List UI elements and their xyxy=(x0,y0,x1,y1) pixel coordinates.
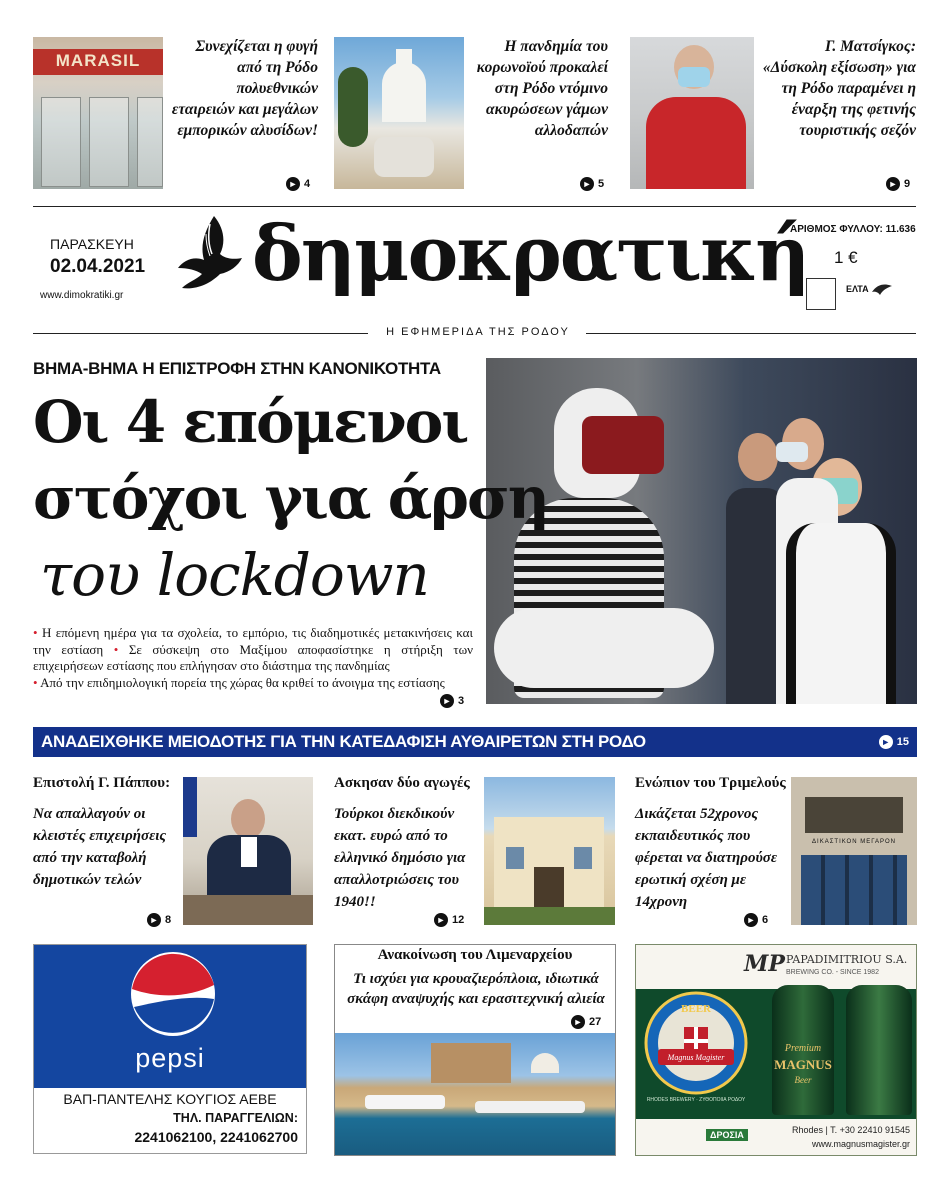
beer-contact: Rhodes | T. +30 22410 91545 xyxy=(791,1125,910,1135)
arrow-icon: ► xyxy=(571,1015,585,1029)
arrow-icon: ► xyxy=(440,694,454,708)
ad-magnus-magister[interactable] xyxy=(635,944,917,1156)
elta-mark: ΕΛΤΑ xyxy=(846,282,893,296)
badge-beer: BEER xyxy=(681,1003,711,1015)
beer-site[interactable]: www.magnusmagister.gr xyxy=(811,1139,910,1149)
story-2-pageref[interactable]: ► 12 xyxy=(434,913,464,927)
drosia-logo: ΔΡΟΣΙΑ xyxy=(706,1129,748,1141)
brewery-name: PAPADIMITRIOU S.A. xyxy=(786,953,908,966)
teaser-1-pageref[interactable]: ► 4 xyxy=(286,177,310,191)
teaser-photo-matsigkos xyxy=(630,37,754,189)
arrow-icon: ► xyxy=(434,913,448,927)
teaser-photo-marasil xyxy=(33,37,163,189)
harbor-photo xyxy=(335,1033,615,1155)
story-1-head: Επιστολή Γ. Πάππου: xyxy=(33,775,171,791)
price: 1 € xyxy=(834,248,858,267)
teaser-3-text[interactable]: Γ. Ματσίγκος: «Δύσκολη εξίσωση» για τη Ρόδο παραμένει η έναρξη της φετινής τουριστικής σεζόν xyxy=(762,38,916,139)
courthouse-sign: ΔΙΚΑΣΤΙΚΟΝ ΜΕΓΑΡΟΝ xyxy=(812,839,896,845)
harbor-head: Ανακοίνωση του Λιμεναρχείου xyxy=(377,947,573,963)
masthead-website[interactable]: www.dimokratiki.gr xyxy=(40,290,124,301)
masthead-subtitle: Η ΕΦΗΜΕΡΙΔΑ ΤΗΣ ΡΟΔΟΥ xyxy=(386,326,570,338)
bottle-label-magnus: MAGNUS xyxy=(774,1057,832,1072)
lead-photo xyxy=(486,358,917,704)
beer-bottle-1 xyxy=(772,985,834,1115)
pepsi-wordmark: pepsi xyxy=(135,1043,205,1073)
harbor-pageref[interactable]: ► 27 xyxy=(571,1015,601,1029)
issue-number: ΑΡΙΘΜΟΣ ΦΥΛΛΟΥ: 11.636 xyxy=(790,224,916,235)
elta-bird-icon xyxy=(871,282,893,296)
mp-monogram: MP xyxy=(744,951,785,977)
newspaper-title: δημοκρατική xyxy=(252,209,809,298)
story-2-head: Ασκησαν δύο αγωγές xyxy=(334,775,470,791)
lead-pageref[interactable]: ► 3 xyxy=(440,694,464,708)
bottle-label-premium: Premium xyxy=(784,1043,822,1054)
lead-headline-line-2[interactable]: στόχοι για άρση xyxy=(33,464,548,532)
pepsi-distributor: ΒΑΠ-ΠΑΝΤΕΛΗΣ ΚΟΥΓΙΟΣ ΑΕΒΕ xyxy=(63,1091,277,1107)
teaser-1-text[interactable]: Συνεχίζεται η φυγή από τη Ρόδο πολυεθνικών εταιρειών και μεγάλων εμπορικών αλυσίδων! xyxy=(171,38,318,139)
arrow-icon: ► xyxy=(886,177,900,191)
lead-bullets: • Η επόμενη ημέρα για τα σχολεία, το εμπόριο, τις διαδημοτικές μετακινήσεις και την εστίαση • Σε σύσκεψη στο Μαξίμου αποφασίστηκε η στήριξη των επιχειρήσεων εστίασης που επλήγησαν στο διάστημα της πανδημίας • Από την επιδημιολογική πορεία της χώρας θα κριθεί το άνοιγμα της εστίασης xyxy=(33,625,473,690)
postage-box xyxy=(806,278,836,310)
bottle-label-beer: Beer xyxy=(794,1075,812,1085)
teaser-3-pageref[interactable]: ► 9 xyxy=(886,177,910,191)
story-3-head: Ενώπιον του Τριμελούς xyxy=(635,775,786,791)
ad-pepsi[interactable] xyxy=(33,944,307,1154)
banner-pageref: ► 15 xyxy=(879,735,909,749)
beer-bottle-2 xyxy=(846,985,912,1115)
badge-name: Magnus Magister xyxy=(667,1053,725,1062)
lead-bullet-3: Από την επιδημιολογική πορεία της χώρας θα κριθεί το άνοιγμα της εστίασης xyxy=(40,674,445,690)
storefront-sign: MARASIL xyxy=(55,51,141,70)
badge-brewery: RHODES BREWERY · ΖΥΘΟΠΟΙΙΑ ΡΟΔΟΥ xyxy=(646,1097,746,1103)
banner-text: ΑΝΑΔΕΙΧΘΗΚΕ ΜΕΙΟΔΟΤΗΣ ΓΙΑ ΤΗΝ ΚΑΤΕΔΑΦΙΣΗ ΑΥΘΑΙΡΕΤΩΝ ΣΤΗ ΡΟΔΟ xyxy=(41,732,646,751)
story-3-pageref[interactable]: ► 6 xyxy=(744,913,768,927)
story-1-pageref[interactable]: ► 8 xyxy=(147,913,171,927)
story-3-body[interactable]: Δικάζεται 52χρονος εκπαιδευτικός που φέρεται να διατηρούσε ερωτική σχέση με 14χρονη xyxy=(635,806,778,910)
story-2-body[interactable]: Τούρκοι διεκδικούν εκατ. ευρώ από το ελληνικό δημόσιο για απαλλοτριώσεις του 1940!! xyxy=(334,806,466,910)
arrow-icon: ► xyxy=(286,177,300,191)
arrow-icon: ► xyxy=(580,177,594,191)
arrow-icon: ► xyxy=(744,913,758,927)
lead-bullet-2: Σε σύσκεψη στο Μαξίμου αποφασίστηκε η στήριξη των επιχειρήσεων εστίασης που επλήγησαν στο διάστημα της πανδημίας xyxy=(33,641,473,673)
lead-kicker: ΒΗΜΑ-ΒΗΜΑ Η ΕΠΙΣΤΡΟΦΗ ΣΤΗΝ ΚΑΝΟΝΙΚΟΤΗΤΑ xyxy=(33,359,441,378)
story-1-photo xyxy=(183,777,313,925)
pepsi-phone-label: ΤΗΛ. ΠΑΡΑΓΓΕΛΙΩΝ: xyxy=(173,1111,298,1125)
harbor-body: Τι ισχύει για κρουαζιερόπλοια, ιδιωτικά σκάφη αναψυχής και ερασιτεχνική αλιεία xyxy=(347,971,605,1007)
masthead-rule-left xyxy=(33,333,368,334)
teaser-2-pageref[interactable]: ► 5 xyxy=(580,177,604,191)
masthead-rule-right xyxy=(586,333,916,334)
dove-logo-icon xyxy=(174,212,244,296)
story-1-body[interactable]: Να απαλλαγούν οι κλειστές επιχειρήσεις από την καταβολή δημοτικών τελών xyxy=(33,806,167,888)
teaser-2-text[interactable]: Η πανδημία του κορωνοϊού προκαλεί στη Ρόδο ντόμινο ακυρώσεων γάμων αλλοδαπών xyxy=(476,38,608,139)
lead-headline-line-1[interactable]: Οι 4 επόμενοι xyxy=(33,388,468,456)
pepsi-phones: 2241062100, 2241062700 xyxy=(134,1129,298,1145)
lead-headline-line-3[interactable]: του lockdown xyxy=(40,541,429,609)
arrow-icon: ► xyxy=(147,913,161,927)
masthead-date: 02.04.2021 xyxy=(50,256,146,277)
story-3-photo xyxy=(791,777,917,925)
harbor-box[interactable] xyxy=(334,944,616,1156)
teaser-photo-chapel-wedding xyxy=(334,37,464,189)
arrow-icon: ► xyxy=(879,735,893,749)
lead-bullet-1: Η επόμενη ημέρα για τα σχολεία, το εμπόριο, τις διαδημοτικές μετακινήσεις και την εστίαση xyxy=(33,625,473,657)
pepsi-globe-icon xyxy=(130,951,216,1037)
banner-headline[interactable] xyxy=(33,727,917,757)
masthead-day: ΠΑΡΑΣΚΕΥΗ xyxy=(50,236,134,252)
brewery-tagline: BREWING CO. - SINCE 1982 xyxy=(786,969,879,976)
story-2-photo xyxy=(484,777,615,925)
